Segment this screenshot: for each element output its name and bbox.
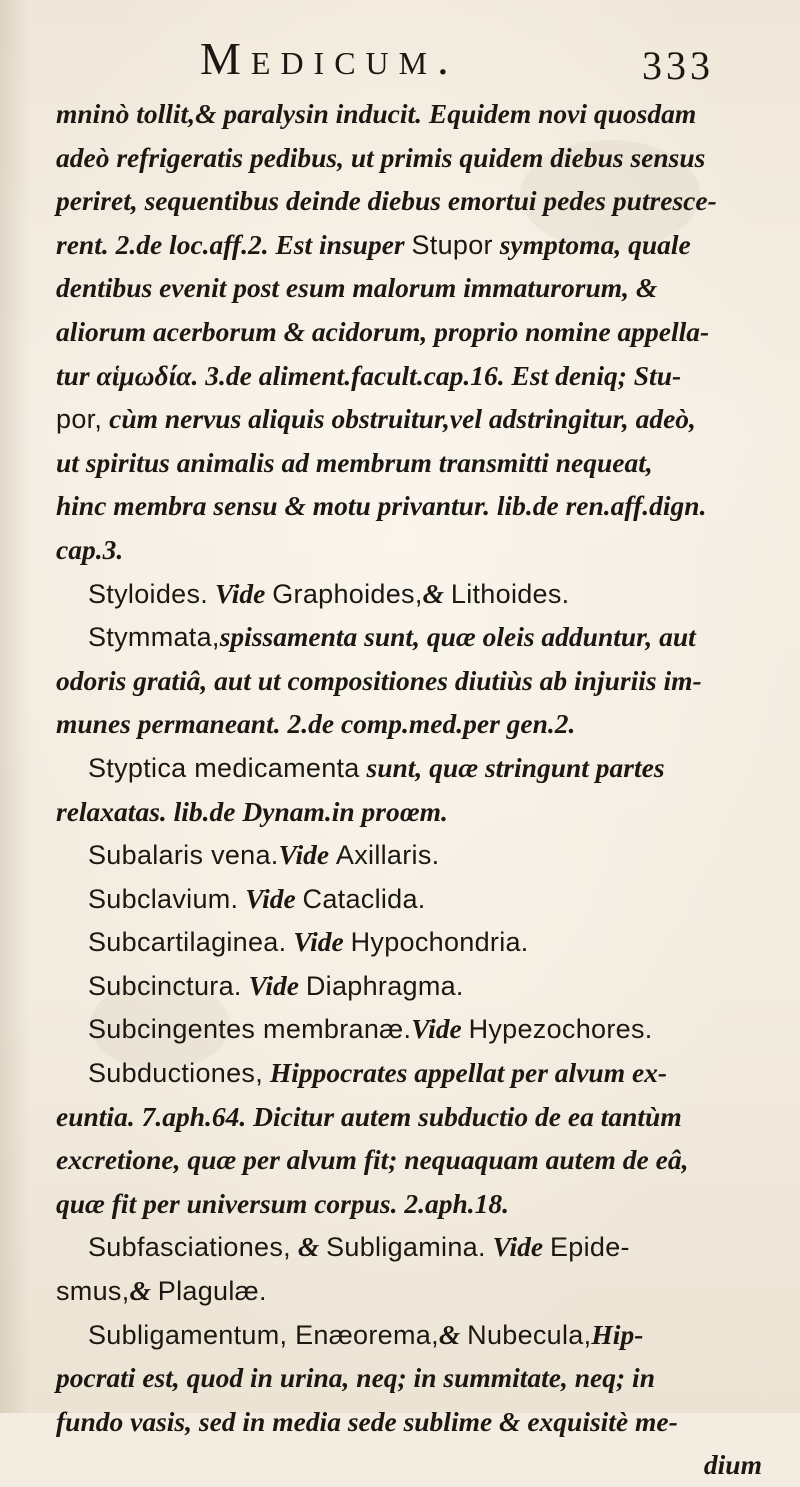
page-number: 333 <box>642 43 714 88</box>
entry-term: Subcingentes membranæ. <box>88 1014 412 1045</box>
entry-term: Subfasciationes, <box>88 1232 291 1263</box>
text-line: mninò tollit,& paralysin inducit. Equidem novi quosdam <box>56 98 697 129</box>
text-line: aliorum acerborum & acidorum, proprio nomine appella- <box>56 315 710 347</box>
text-line: euntia. 7.aph.64. Dicitur autem subductio de ea tantùm <box>56 1100 682 1132</box>
entry-term: Styptica medicamenta <box>88 752 360 783</box>
text-line: smus,& Plagulæ. <box>56 1275 267 1307</box>
text-line: rent. 2.de loc.aff.2. Est insuper Stupor symptoma, quale <box>56 228 691 260</box>
text-line: tur αἱμωδία. 3.de aliment.facult.cap.16. Est deniq; Stu- <box>56 359 682 391</box>
text-line: quæ fit per universum corpus. 2.aph.18. <box>56 1187 510 1219</box>
entry-styptica: Styptica medicamenta sunt, quæ stringunt partes <box>88 751 665 783</box>
entry-subductiones: Subductiones, Hippocrates appellat per alvum ex- <box>88 1057 668 1089</box>
text-line: por, cùm nervus aliquis obstruitur,vel adstringitur, adeò, <box>56 403 696 435</box>
text-line: relaxatas. lib.de Dynam.in proœm. <box>56 795 448 827</box>
entry-subcinctura: Subcinctura. Vide Diaphragma. <box>88 969 464 1001</box>
entry-term: Subclavium. <box>88 883 239 914</box>
text-line: dentibus evenit post esum malorum immaturorum, & <box>56 272 658 304</box>
gutter-shadow <box>0 0 30 1413</box>
text-line: ut spiritus animalis ad membrum transmitti nequeat, <box>56 446 653 478</box>
entry-term: Stymmata, <box>88 622 220 653</box>
text-line: odoris gratiâ, aut ut compositiones diutiùs ab injuriis im- <box>56 664 702 696</box>
running-head <box>0 30 800 90</box>
entry-term: Subductiones, <box>88 1058 264 1089</box>
entry-term: Subcartilaginea. <box>88 927 287 958</box>
text-line: excretione, quæ per alvum fit; nequaquam autem de eâ, <box>56 1144 689 1176</box>
entry-subcartilaginea: Subcartilaginea. Vide Hypochondria. <box>88 926 529 958</box>
entry-styloides: Styloides. Vide Graphoides,& Lithoides. <box>88 577 570 609</box>
entry-term: Subcinctura. <box>88 970 242 1001</box>
text-line: fundo vasis, sed in media sede sublime & exquisitè me- <box>56 1405 678 1437</box>
running-head-title: Medicum. <box>200 33 459 84</box>
text-line: pocrati est, quod in urina, neq; in summitate, neq; in <box>56 1362 655 1394</box>
entry-subclavium: Subclavium. Vide Cataclida. <box>88 882 426 914</box>
body-text <box>56 92 772 1487</box>
text-line: cap.3. <box>56 533 124 565</box>
entry-subfasciationes: Subfasciationes, & Subligamina. Vide Epide- <box>88 1231 630 1263</box>
text-line: periret, sequentibus deinde diebus emortui pedes putresce- <box>56 185 717 217</box>
text-line: munes permaneant. 2.de comp.med.per gen.2. <box>56 708 576 740</box>
catchword: dium <box>703 1449 762 1481</box>
text-line: adeò refrigeratis pedibus, ut primis quidem diebus sensus <box>56 141 706 173</box>
entry-subalaris: Subalaris vena.Vide Axillaris. <box>88 839 440 871</box>
entry-term: Subligamentum, Enæorema, <box>88 1319 439 1350</box>
entry-term: Styloides. <box>88 578 209 609</box>
text-line: hinc membra sensu & motu privantur. lib.de ren.aff.dign. <box>56 490 707 522</box>
entry-subcingentes: Subcingentes membranæ.Vide Hypezochores. <box>88 1013 653 1045</box>
entry-term: Subalaris vena. <box>88 840 279 871</box>
entry-stymmata: Stymmata,spissamenta sunt, quæ oleis adduntur, aut <box>88 621 696 653</box>
entry-term: Stupor <box>411 229 493 260</box>
entry-subligamentum: Subligamentum, Enæorema,& Nubecula,Hip- <box>88 1318 644 1350</box>
